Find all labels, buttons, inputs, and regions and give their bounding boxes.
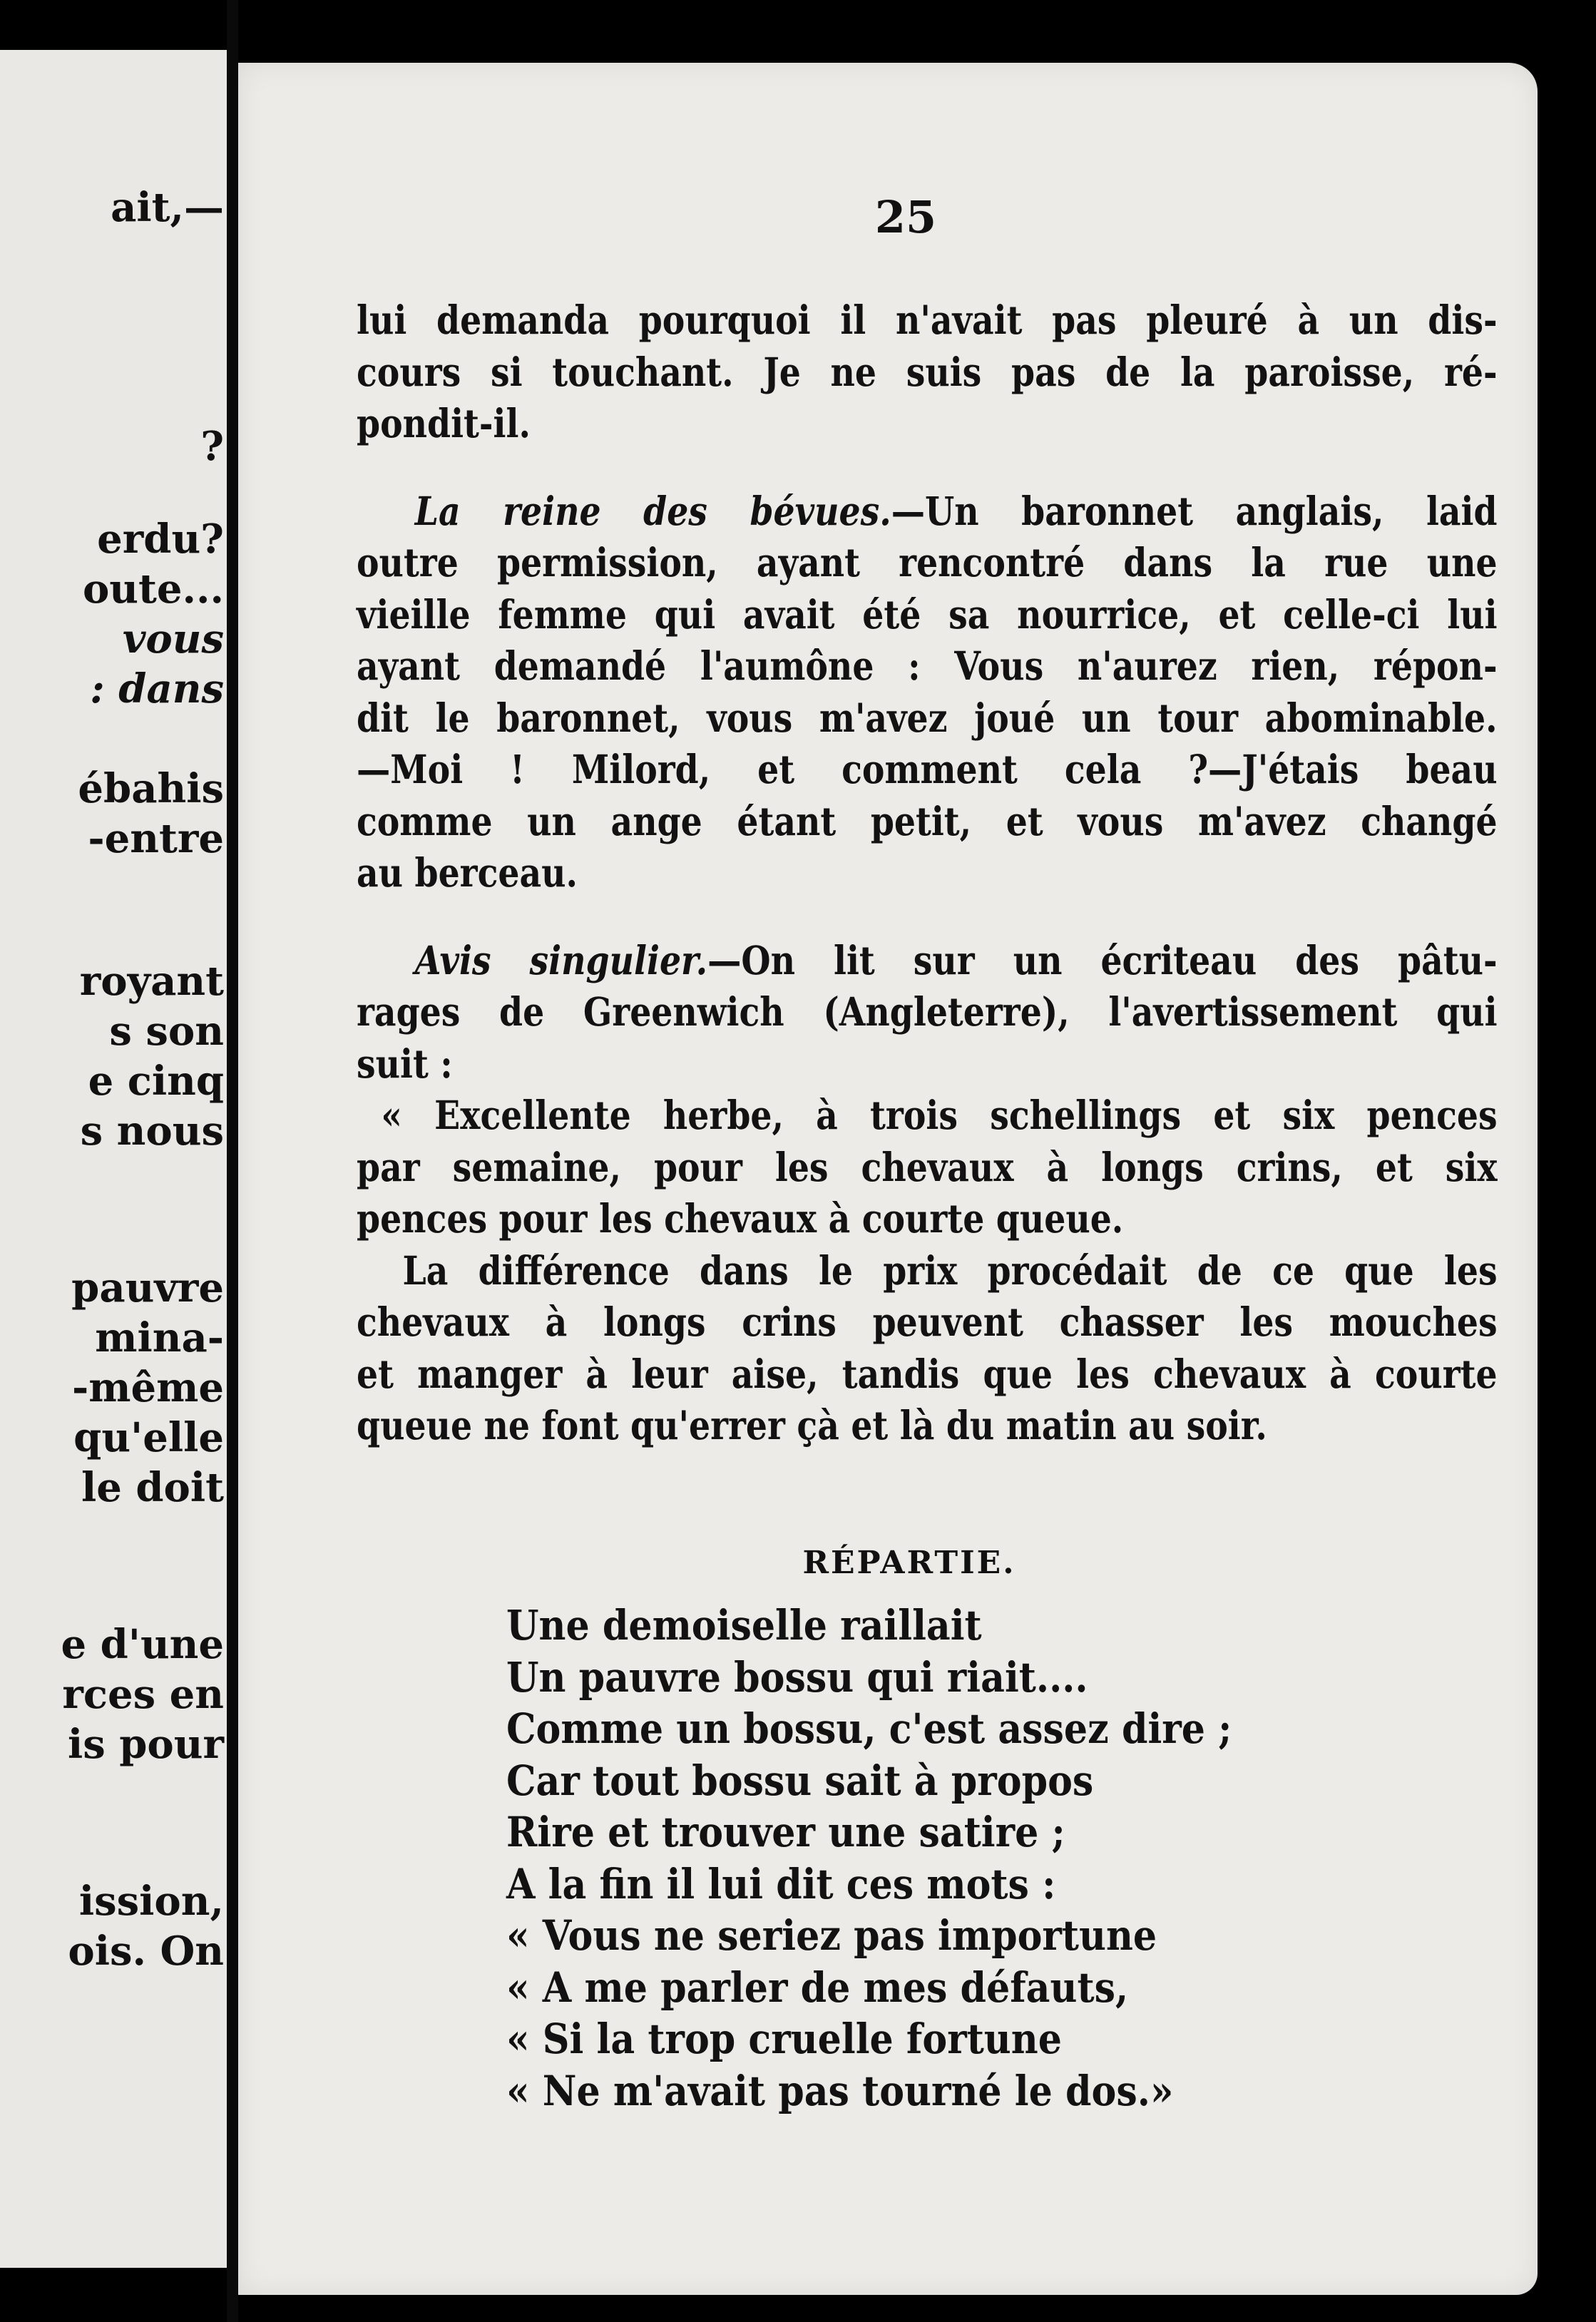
left-page-line: s nous xyxy=(80,1108,224,1155)
text-line: chevaux à longs crins peuvent chasser les mouches xyxy=(357,1299,1498,1345)
paragraph-avis-singulier xyxy=(357,935,1498,1090)
right-page xyxy=(238,63,1538,2295)
text-line: dit le baronnet, vous m'avez joué un tour abominable. xyxy=(357,694,1498,741)
book-gutter xyxy=(227,0,238,2322)
left-page-line: is pour xyxy=(67,1721,224,1768)
poem-line: Rire et trouver une satire ; xyxy=(506,1808,1065,1856)
page-number: 25 xyxy=(874,191,937,243)
left-page-line: -même xyxy=(71,1364,224,1411)
text-line: et manger à leur aise, tandis que les chevaux à courte xyxy=(357,1350,1498,1397)
text-line: lui demanda pourquoi il n'avait pas pleuré à un dis- xyxy=(357,297,1498,343)
anecdote-title: Avis singulier. xyxy=(414,936,708,983)
left-page-line: mina- xyxy=(95,1314,224,1361)
poem-line: « Vous ne seriez pas importune xyxy=(506,1911,1157,1960)
left-page-line: ébahis xyxy=(78,765,224,812)
text-line: par semaine, pour les chevaux à longs crins, et six xyxy=(357,1143,1498,1190)
left-page-line: : dans xyxy=(90,665,224,712)
text-line: pondit-il. xyxy=(357,400,531,446)
poem-line: Comme un bossu, c'est assez dire ; xyxy=(506,1704,1232,1753)
left-page-line: royant xyxy=(79,958,224,1005)
text-line: —Moi ! Milord, et comment cela ?—J'étais beau xyxy=(357,746,1498,792)
text-line: rages de Greenwich (Angleterre), l'avertissement qui xyxy=(357,988,1498,1035)
left-page-line: ait,— xyxy=(111,184,224,231)
poem-line: « Si la trop cruelle fortune xyxy=(506,2015,1062,2063)
text-line: ayant demandé l'aumône : Vous n'aurez rien, répon- xyxy=(357,643,1498,689)
left-page-line: s son xyxy=(109,1008,224,1055)
poem-line: A la fin il lui dit ces mots : xyxy=(506,1859,1056,1908)
text-line: au berceau. xyxy=(357,849,578,896)
text-line: queue ne font qu'errer çà et là du matin au soir. xyxy=(357,1402,1267,1448)
left-page-line: vous xyxy=(122,615,224,663)
left-page-line: qu'elle xyxy=(73,1414,224,1461)
text-line: La reine des bévues.—Un baronnet anglais, laid xyxy=(414,487,1498,534)
text-line: Avis singulier.—On lit sur un écriteau des pâtu- xyxy=(414,936,1498,983)
paragraph-explanation xyxy=(357,1245,1498,1452)
text-line: vieille femme qui avait été sa nourrice, et celle-ci lui xyxy=(357,590,1498,638)
text-line: comme un ange étant petit, et vous m'avez changé xyxy=(357,797,1498,844)
text-line: La différence dans le prix procédait de ce que les xyxy=(402,1247,1498,1294)
left-page-line: le doit xyxy=(81,1464,224,1511)
paragraph-quotation xyxy=(357,1090,1498,1245)
paragraph-reine-des-bevues xyxy=(357,486,1498,899)
poem-line: Car tout bossu sait à propos xyxy=(506,1756,1094,1805)
text-line: « Excellente herbe, à trois schellings et six pences xyxy=(381,1092,1498,1138)
poem-line: Un pauvre bossu qui riait.... xyxy=(506,1652,1088,1702)
poem xyxy=(506,1600,1232,2117)
left-page-line: ission, xyxy=(78,1878,224,1925)
anecdote-title: La reine des bévues. xyxy=(414,487,891,534)
left-page-line: ois. On xyxy=(68,1928,224,1975)
left-page-line: e cinq xyxy=(88,1058,224,1105)
left-page-line: rces en xyxy=(62,1671,224,1718)
left-page-line: -entre xyxy=(88,815,224,862)
body-text xyxy=(357,295,1498,1452)
text-line: pences pour les chevaux à courte queue. xyxy=(357,1195,1124,1242)
text-line: suit : xyxy=(357,1040,453,1087)
left-page-line: pauvre xyxy=(71,1264,224,1311)
poem-line: « Ne m'avait pas tourné le dos.» xyxy=(506,2066,1174,2115)
left-facing-page xyxy=(0,50,227,2268)
poem-line: Une demoiselle raillait xyxy=(506,1601,982,1650)
left-page-line: ? xyxy=(200,423,224,470)
left-page-line: e d'une xyxy=(61,1621,224,1668)
left-page-line: oute... xyxy=(82,566,224,613)
poem-line: « A me parler de mes défauts, xyxy=(506,1963,1129,2012)
section-heading: RÉPARTIE. xyxy=(802,1545,1016,1581)
text-line: cours si touchant. Je ne suis pas de la paroisse, ré- xyxy=(357,348,1498,395)
left-page-line: erdu? xyxy=(97,516,224,563)
text-line: outre permission, ayant rencontré dans la rue une xyxy=(357,539,1498,585)
paragraph-continuation xyxy=(357,295,1498,450)
